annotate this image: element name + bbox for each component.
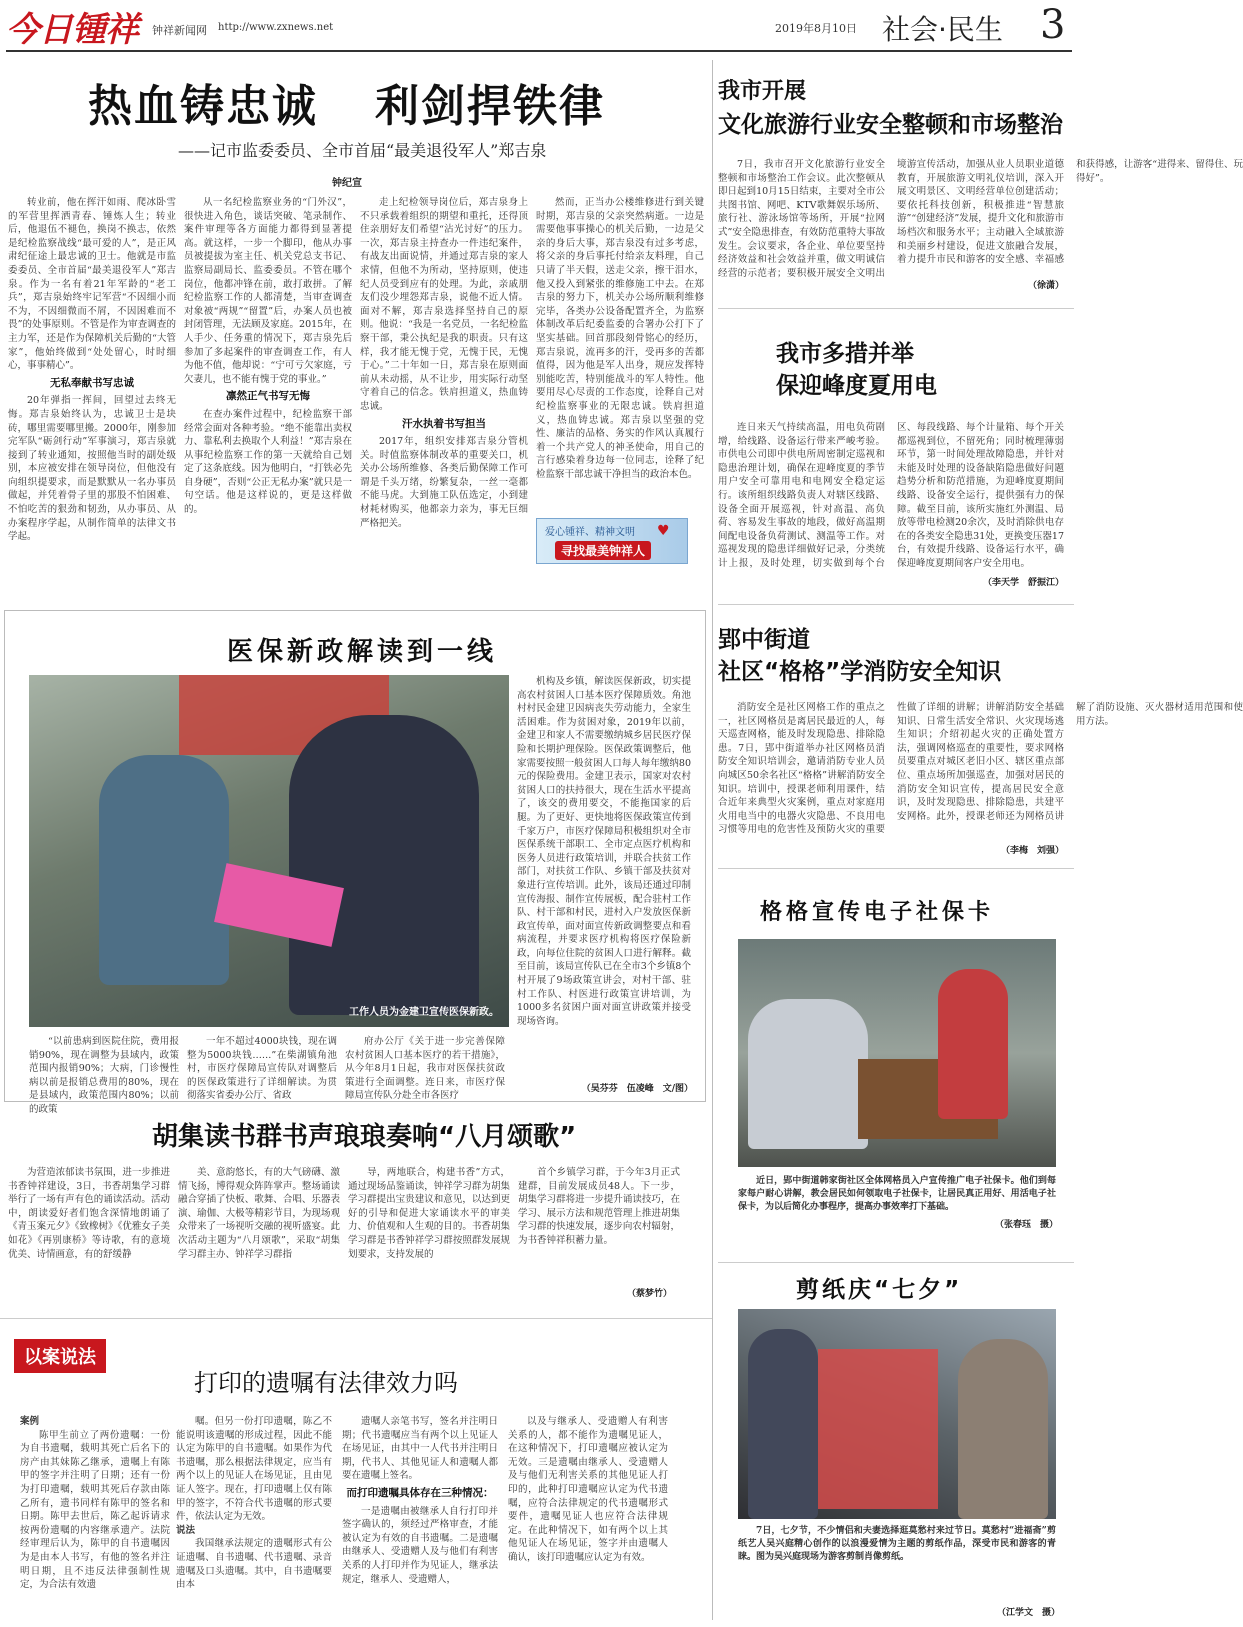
lead-col-4-text: 然而，正当办公楼维修进行到关键时期，郑吉泉的父亲突然病逝。一边是需要他事事操心的机关后勤，一边是父亲的身后大事，郑吉泉没有过多考虑，将父亲的身后事托付给亲友料理，自己只请了半天假，送走父亲，擦干泪水，他又投入到紧张的维修施工中去。在郑吉泉的努力下，机关办公场所顺利维修完毕，各类办公设备配置齐全，为监察体制改革后纪委监委的合署办公打下了坚实基础。回首那段刻骨铭心的经历，郑吉泉说，流再多的汗，受再多的苦都值得，因为他是军人出身，规应发挥特别能吃苦，特别能战斗的军人特性。他要用尽心尽责的工作态度，诠释自己对纪检监察事业的无限忠诚。铁肩担道义，热血铸忠诚。郑吉泉以坚强的党性、廉洁的品格、务实的作风认真履行着一个共产党人的神圣使命，用自己的言行感染着身边每一位同志，诠释了纪检监察干部忠诚干净担当的政治本色。: [536, 197, 704, 480]
lead-col-3-text: 走上纪检领导岗位后，郑吉泉身上不只承载着组织的期望和重托，还得顶住亲朋好友们希望“沾光讨好”的压力。一次，郑吉泉主持查办一件违纪案件，有战友出面说情，并通过郑吉泉的家人求情，但他不为所动，坚持原则，使违纪人员受到应有的处理。为此，亲戚朋友们没少埋怨郑吉泉，说他不近人情。面对不解，郑吉泉选择坚持自己的原则。他说：“我是一名党员，一名纪检监察干部，秉公执纪是我的职责。只有这样，我才能无愧于党，无愧于民，无愧于心。”二十年如一日，郑吉泉在原则面前从未动摇，从不让步，用实际行动坚守着自己的信念。铁肩担道义，热血铸忠诚。: [360, 197, 528, 412]
power-headline-line2: 保迎峰度夏用电: [776, 373, 937, 399]
fire-credit: （李梅 刘强）: [1000, 846, 1064, 856]
insurance-bottom-col-2-text: 一年不超过4000块钱，现在调整为5000块钱……”在柴湖镇角池村，市医疗保障局宣传队对调整后的医保政策进行了详细解读。为贯彻落实省委办公厅、省政: [187, 1036, 337, 1102]
lead-col-2b-text: 在查办案件过程中，纪检监察干部经常会面对各种考验。“绝不能靠出卖权力、靠私利去换取个人利益！”郑吉泉在从事纪检监察工作的第一天就给自己划定了这条底线。因为他明白，“打铁必先自身硬”，否则“公正无私办案”就只是一句空话。他是这样说的，更是这样做的。: [184, 408, 352, 516]
page-number: 3: [1040, 2, 1066, 48]
book-credit: （蔡梦竹）: [626, 1289, 672, 1299]
legal-story: [0, 1318, 712, 1624]
lead-subhead-3: 汗水执着书写担当: [402, 417, 486, 430]
lead-col-2: [184, 196, 352, 601]
lead-col-1-text: 转业前，他在挥汗如雨、爬冰卧雪的军营里挥洒青春、锤炼人生；转业后，他退伍不褪色，换岗不换志，依然是纪检监察战线“最可爱的人”，是正风肃纪征途上最忠诚的卫士。他就是市监委委员、全市首届“最美退役军人”郑吉泉。作为一名有着21年军龄的“老工兵”，郑吉泉始终牢记军营“不因细小而不为，不因细微而不屑，不因困难而不畏”的处事原则。不管是作为审查调查的主力军，还是作为保障机关后勤的“大管家”，他始终做到“处处留心，时时细心，事事精心”。: [8, 197, 176, 372]
legal-headline: 打印的遗嘱有法律效力吗: [194, 1369, 458, 1397]
lead-banner: [536, 518, 688, 564]
insurance-bottom-col-3-text: 府办公厅《关于进一步完善保障农村贫困人口基本医疗的若干措施》，从今年8月1日起，我市对医保扶贫政策进行全面调整。连日来，市医疗保障局宣传队分赴全市各医疗: [345, 1036, 505, 1102]
lead-subhead-1: 无私奉献书写忠诚: [50, 376, 134, 389]
lead-col-4: [536, 196, 704, 514]
masthead: [0, 0, 1078, 56]
insurance-bottom-col-2: [187, 1035, 337, 1102]
papercut-photo: [738, 1309, 1056, 1519]
book-col-4: [518, 1166, 680, 1286]
masthead-logo: 今日锺祥: [6, 10, 138, 50]
fire-headline-line2: 社区“格格”学消防安全知识: [718, 659, 1002, 685]
banner-main-text: 寻找最美钟祥人: [555, 541, 651, 560]
lead-subheadline: ——记市监委委员、全市首届“最美退役军人”郑吉泉: [178, 141, 547, 160]
culture-headline-line2: 文化旅游行业安全整顿和市场整治: [718, 112, 1063, 138]
legal-tag: 以案说法: [14, 1339, 106, 1373]
insurance-col-right: [517, 675, 691, 1095]
legal-col-3b-text: 一是遗嘱由被继承人自行打印并签字确认的，须经过严格审查，才能被认定为有效的自书遗嘱。二是遗嘱由继承人、受遗赠人及与他们有利害关系的人打印并作为见证人，继承法规定，继承人、受遗赠人，: [342, 1505, 498, 1585]
heart-icon: ♥: [657, 523, 670, 539]
card-story: [718, 868, 1074, 1259]
lead-col-1: [8, 196, 176, 601]
culture-credit: （徐潇）: [1027, 281, 1064, 291]
insurance-bottom-col-1: [29, 1035, 179, 1115]
book-col-4-text: 首个乡镇学习群，于今年3月正式建群，目前发展成员48人。下一步，胡集学习群将进一步提升诵读技巧，在学习、展示方法和规范管理上推进胡集学习群的快速发展，逐步向农村辐射，为书香钟祥积蓄力量。: [518, 1167, 680, 1246]
card-credit: （张春珏 摄）: [994, 1220, 1058, 1230]
book-col-1: [8, 1166, 170, 1286]
legal-comment-label: 说法: [176, 1524, 196, 1536]
banner-top-text: 爱心锺祥、精神文明: [545, 527, 635, 538]
insurance-headline: 医保新政解读到一线: [227, 637, 498, 667]
fire-body-text: 消防安全是社区网格工作的重点之一，社区网格员是离居民最近的人，每天巡查网格，能及时发现隐患、排除隐患。7日，郢中街道举办社区网格员消防安全知识培训会，邀请消防专业人员向城区50余名社区“格格”讲解消防安全知识。培训中，授课老师利用课件，结合近年来典型火灾案例，重点对家庭用火用电当中的电器火灾隐患、不良用电习惯等用电的危害性及预防火灾的重要性做了详细的讲解；讲解消防安全基础知识、日常生活安全常识、火灾现场逃生知识；介绍初起火灾的正确处置方法，强调网格巡查的重要性，要求网格员要重点对城区老旧小区、辖区重点部位、重点场所加强巡查，加强对居民的消防安全知识宣传，提高居民安全意识，及时发现隐患、排除隐患，共建平安网格。此外，授课老师还为网格员讲解了消防设施、灭火器材适用范围和使用方法。: [718, 702, 1243, 836]
culture-body: [718, 158, 1243, 282]
photo-person-left: [99, 755, 229, 985]
lead-headline-part2: 利剑捍铁律: [375, 81, 605, 132]
masthead-url: http://www.zxnews.net: [218, 22, 334, 33]
book-col-3: [348, 1166, 510, 1286]
papercut-headline: 剪纸庆“七夕”: [796, 1277, 963, 1303]
section-title: 社会·民生: [882, 13, 1003, 46]
book-col-3-text: 导，两地联合，构建书香”方式，通过现场品鉴诵读，钟祥学习群为胡集学习群提出宝贵建议和意见，以达到更好的引导和促进大家诵读水平的审美力、价值观和人生观的目的。书香胡集学习群是书香钟祥学习群按照群发展规划要求，支持发展的: [348, 1167, 510, 1260]
masthead-date: 2019年8月10日: [775, 22, 857, 35]
book-col-1-text: 为营造浓郁读书氛围，进一步推进书香钟祥建设，3日，书香胡集学习群举行了一场有声有色的诵读活动。活动中，朗读爱好者们饱含深情地朗诵了《青玉案元夕》《致橡树》《优雅女子美如花》《再别康桥》等诗歌，有的意境优美、诗情画意，有的舒缓静: [8, 1167, 170, 1260]
legal-col-2: [176, 1415, 332, 1620]
photo-papercut-display: [818, 1349, 938, 1509]
power-body: [718, 421, 1064, 587]
power-story: [718, 308, 1074, 601]
legal-col-1: [20, 1415, 170, 1620]
legal-col-3: [342, 1415, 498, 1620]
lead-subhead-2: 凛然正气书写无悔: [226, 390, 310, 403]
legal-case-label: 案例: [20, 1416, 40, 1427]
legal-col-4: [508, 1415, 668, 1620]
book-headline: 胡集读书群书声琅琅奏响“八月颂歌”: [152, 1122, 577, 1152]
legal-col-3-subhead: 而打印遗嘱具体存在三种情况：: [346, 1486, 494, 1499]
legal-col-4-text: 以及与继承人、受遗赠人有利害关系的人，都不能作为遗嘱见证人，在这种情况下，打印遗嘱应被认定为无效。三是遗嘱由继承人、受遗赠人及与他们无利害关系的其他见证人打印的，此种打印遗嘱应认定为代书遗嘱，应符合法律规定的代书遗嘱形式要件，遗嘱见证人也应符合法律规定。在此种情况下，如有两个以上其他见证人在场见证，签字并由遗嘱人确认，该打印遗嘱应认定为有效。: [508, 1416, 668, 1563]
fire-body: [718, 701, 1243, 839]
insurance-photo: [29, 675, 509, 1027]
book-col-2: [178, 1166, 340, 1286]
legal-col-3-text: 遗嘱人亲笔书写，签名并注明日期；代书遗嘱应当有两个以上见证人在场见证，由其中一人代书并注明日期，代书人、其他见证人和遗嘱人都要在遗嘱上签名。: [342, 1416, 498, 1482]
culture-story: [718, 60, 1243, 305]
insurance-story: [4, 610, 706, 1115]
insurance-bottom-col-3: [345, 1035, 505, 1102]
card-photo: [738, 939, 1056, 1167]
insurance-photo-caption: 工作人员为金建卫宣传医保新政。: [349, 1007, 499, 1018]
papercut-caption-text: 7日，七夕节，不少情侣和夫妻选择逛莫愁村来过节日。莫愁村“进福斋”剪纸艺人吴兴庭精心创作的以浪漫爱情为主题的剪纸作品，深受市民和游客的青睐。图为吴兴庭现场为游客剪制肖像剪纸。: [738, 1526, 1056, 1562]
legal-col-2b-text: 我国继承法规定的遗嘱形式有公证遗嘱、自书遗嘱、代书遗嘱、录音遗嘱及口头遗嘱。其中，自书遗嘱要由本: [176, 1538, 332, 1591]
photo-people-group: [748, 999, 868, 1149]
photo-artist: [958, 1339, 1048, 1519]
lead-col-3b-text: 2017年，组织安排郑吉泉分管机关。时值监察体制改革的重要关口，机关办公场所维修、各类后勤保障工作可谓是千头万绪，纷繁复杂，一丝一毫都不能马虎。大到施工队伍选定，小到建材耗材购买，他都亲力亲为，事无巨细严格把关。: [360, 436, 528, 529]
papercut-caption: [738, 1525, 1056, 1601]
papercut-credit: （江学文 摄）: [996, 1608, 1060, 1618]
lead-col-2-text: 从一名纪检监察业务的“门外汉”，很快进入角色，谈话突破、笔录制作、案件审理等各方面能力都得到显著提高。就这样，一步一个脚印，他从办事员被提拔为室主任、机关党总支书记、监察局副局长、监委委员。不管在哪个岗位，他都冲锋在前，敢打敢拼。了解纪检监察工作的人都清楚，当审查调查对象被“两规”“留置”后，办案人员也被封闭管理，无法顾及家庭。2015年，在人手少、任务重的情况下，郑吉泉先后参加了多起案件的审查调查工作，有人为他不值，他却说：“宁可亏欠家庭，亏欠妻儿，也不能有愧于党的事业。”: [184, 197, 352, 385]
masthead-site-name: 钟祥新闻网: [152, 24, 207, 37]
card-caption-text: 近日，郢中街道韩家街社区全体网格员入户宣传推广电子社保卡。他们到每家每户耐心讲解，教会居民如何领取电子社保卡，让居民真正用好、用活电子社保卡，为以后简化办事程序，提高办事效率打下基础。: [738, 1176, 1056, 1212]
lead-col-3: [360, 196, 528, 601]
lead-byline: 钟纪宣: [332, 178, 362, 189]
card-headline: 格格宣传电子社保卡: [760, 900, 995, 925]
power-body-text: 连日来天气持续高温，用电负荷剧增，给线路、设备运行带来严峻考验。市供电公司即中供电所周密制定巡视和隐患治理计划，确保在迎峰度夏的季节用户安全可靠用电和电网安全稳定运行。该所组织线路负责人对辖区线路、设备全面开展巡视，针对高温、高负荷、容易发生事故的地段，做好高温期间配电设备负荷测试、测温等工作。对巡视发现的隐患详细做好记录，分类统计上报，及时处理，切实做到每个台区、每段线路、每个计量箱、每个开关都巡视到位，不留死角；同时梳理薄弱环节，第一时间处理故障隐患，并针对未能及时处理的设备缺陷隐患做好问题趋势分析和防范措施，为迎峰度夏期间线路、设备安全运行，提供强有力的保障。截至目前，该所实施红外测温、局放等带电检测20余次，及时消除供电存在的各类安全隐患31处，更换变压器17台，有效提升线路、设备运行水平，确保迎峰度夏期间客户安全用电。: [718, 422, 1064, 569]
insurance-credit: （吴芬芬 伍凌峰 文/图）: [581, 1084, 693, 1094]
book-story: [0, 1104, 712, 1314]
photo-visitor: [748, 1329, 818, 1519]
insurance-col-right-text: 机构及乡镇，解读医保新政，切实提高农村贫困人口基本医疗保障质效。角池村村民金建卫因病丧失劳动能力，全家生活困难。作为贫困对象，2019年以前，金建卫和家人不需要缴纳城乡居民医疗保险和长期护理保险。医保政策调整后，他家需要按照一般贫困人口每人每年缴纳80元的保险费用。金建卫表示，国家对农村贫困人口的扶持很大，现在生活水平提高了，该交的费用要交，不能拖国家的后腿。为了更好、更快地将医保政策宣传到千家万户，市医疗保障局积极组织对全市医保系统干部职工、全市定点医疗机构和医务人员进行政策培训，并联合扶贫工作部门，对扶贫工作队、乡镇干部及扶贫对象进行宣传培训。此外，该局还通过印制宣传海报、制作宣传展板，配合驻村工作队、村干部和村民，进村入户发放医保新政宣传单，面对面宣传新政调整要点和看病流程，并要求医疗机构将医疗保险新政，向每位住院的贫困人口进行解释。截至目前，该局宣传队已在全市3个乡镇8个村开展了9场政策宣讲会，对村干部、驻村工作队、村医进行政策宣讲培训，为1000多名贫困户面对面宣讲政策并接受现场咨询。: [517, 676, 691, 1027]
lead-story: [0, 56, 718, 606]
power-credit: （李天学 舒振江）: [982, 578, 1064, 588]
lead-headline-part1: 热血铸忠诚: [88, 81, 318, 132]
photo-person-red: [938, 969, 1008, 1119]
book-col-2-text: 美、意韵悠长，有的大气磅礴、激情飞扬，博得观众阵阵掌声。整场诵读融合穿插了快板、歌舞、合唱、乐器表演、瑜伽、大极等精彩节目，为现场观众带来了一场视听交融的视听盛宴。此次活动主题为“八月颂歌”，采取“胡集学习群主办、钟祥学习群指: [178, 1167, 340, 1260]
legal-col-2-text: 嘱。但另一份打印遗嘱，陈乙不能说明该遗嘱的形成过程，因此不能认定为陈甲的自书遗嘱。如果作为代书遗嘱，那么根据法律规定，应当有两个以上的见证人在场见证，且由见证人签字。现在，打印遗嘱上仅有陈甲的签字，不符合代书遗嘱的形式要件，依法认定为无效。: [176, 1416, 332, 1523]
photo-person-right: [289, 715, 479, 1015]
culture-body-text: 7日，我市召开文化旅游行业安全整顿和市场整治工作会议。此次整顿从即日起到10月15日结束，主要对全市公共图书馆、网吧、KTV歌舞娱乐场所、旅行社、游泳场馆等场所，开展“拉网式”安全隐患排查，有效防范重特大事故发生。会议要求，各企业、单位要坚持经济效益和社会效益并重，做文明诚信经营的示范者；要积极开展安全文明出境游宣传活动，加强从业人员职业道德教育，开展旅游文明礼仪培训，深入开展文明景区、文明经营单位创建活动；要依托科技创新，积极推进“智慧旅游”“创建经济”发展，提升文化和旅游市场档次和服务水平；主动融入全域旅游和美丽乡村建设，促进文旅融合发展，着力提升市民和游客的安全感、幸福感和获得感，让游客“进得来、留得住、玩得好”。: [718, 159, 1243, 279]
fire-story: [718, 604, 1243, 865]
lead-col-1b-text: 20年弹指一挥间，回望过去终无悔。郑吉泉始终认为，忠诚卫士是块砖，哪里需要哪里搬。2000年，刚参加完军队“砺剑行动”军事演习，郑吉泉就接到了转业通知，按照他当时的副处级别，本应被安排在领导岗位，但他没有向组织提要求，而是默默从一名办事员做起，并凭着骨子里的那股不怕困难、不怕吃苦的狠劲和韧劲，从办事员、从办案程序学起，从制作简单的法律文书学起。: [8, 395, 176, 543]
papercut-story: [718, 1262, 1074, 1625]
culture-headline-line1: 我市开展: [718, 79, 807, 104]
power-headline-line1: 我市多措并举: [776, 341, 914, 367]
column-divider: [712, 60, 713, 1620]
fire-headline-line1: 郢中街道: [718, 627, 810, 653]
masthead-rule: [6, 50, 1072, 52]
legal-col-1-text: 陈甲生前立了两份遗嘱：一份为自书遗嘱，载明其死亡后名下的房产由其妹陈乙继承，遗嘱上有陈甲的签字并注明了日期；还有一份为打印遗嘱，载明其死后存款由陈乙所有，遗书同样有陈甲的签名和日期。陈甲去世后，陈乙起诉请求按两份遗嘱的内容继承遗产。法院经审理后认为，陈甲的自书遗嘱因为是由本人书写，有他的签名并注明日期，且不违反法律强制性规定，为合法有效遗: [20, 1429, 170, 1591]
insurance-bottom-col-1-text: “以前患病到医院住院，费用报销90%，现在调整为县域内，政策范围内报销90%；大病，门诊慢性病以前是报销总费用的80%，现在是县域内，政策范围内80%；以前的政策: [29, 1036, 179, 1115]
